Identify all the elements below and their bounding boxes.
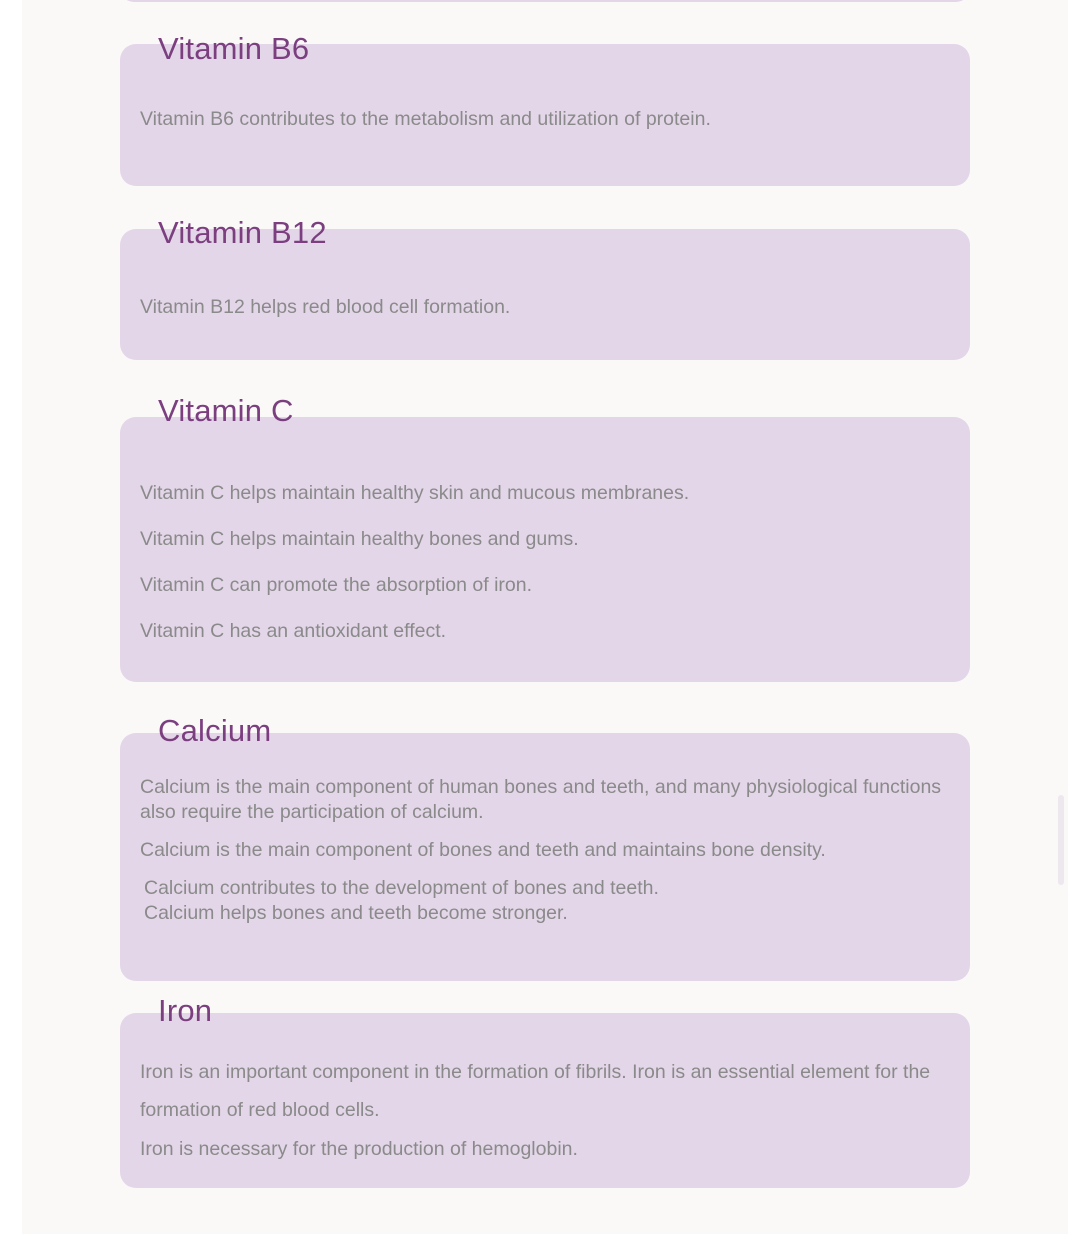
section-lines — [140, 107, 950, 132]
list-item: Vitamin B12 helps red blood cell formation. — [140, 296, 511, 318]
section-lines — [140, 481, 950, 644]
page-gutter-left — [0, 0, 22, 1256]
section-lines — [140, 295, 950, 320]
nutrient-list — [22, 0, 1068, 1256]
list-item: Iron is necessary for the production of hemoglobin. — [140, 1138, 578, 1160]
list-item: Calcium helps bones and teeth become stronger. — [144, 902, 568, 924]
section-lines — [140, 775, 950, 926]
list-item: Vitamin B6 contributes to the metabolism and utilization of protein. — [140, 108, 711, 130]
section-heading: Calcium — [158, 713, 272, 748]
section-heading: Vitamin B12 — [158, 215, 327, 250]
list-item: Calcium is the main component of bones and teeth and maintains bone density. — [140, 839, 826, 861]
scrollbar-thumb[interactable] — [1058, 795, 1064, 885]
page-gutter-bottom — [0, 1234, 1088, 1256]
section-lines — [140, 1053, 950, 1162]
list-item: Vitamin C helps maintain healthy bones and gums. — [140, 528, 579, 550]
list-item: Calcium is the main component of human bones and teeth, and many physiological functions also require the participation of calcium. — [140, 776, 942, 823]
section-heading: Vitamin B6 — [158, 31, 310, 66]
list-item: Vitamin C has an antioxidant effect. — [140, 620, 447, 642]
list-item: Iron is an important component in the formation of fibrils. Iron is an essential element for the formation of red blood cells. — [140, 1061, 931, 1121]
list-item: Vitamin C helps maintain healthy skin and mucous membranes. — [140, 482, 690, 504]
list-item: Calcium contributes to the development of bones and teeth. — [144, 877, 659, 899]
page-gutter-right — [1068, 0, 1088, 1256]
section-heading: Vitamin C — [158, 393, 294, 428]
list-item: Vitamin C can promote the absorption of iron. — [140, 574, 533, 596]
section-heading: Iron — [158, 993, 213, 1028]
previous-card-partial — [120, 0, 970, 2]
